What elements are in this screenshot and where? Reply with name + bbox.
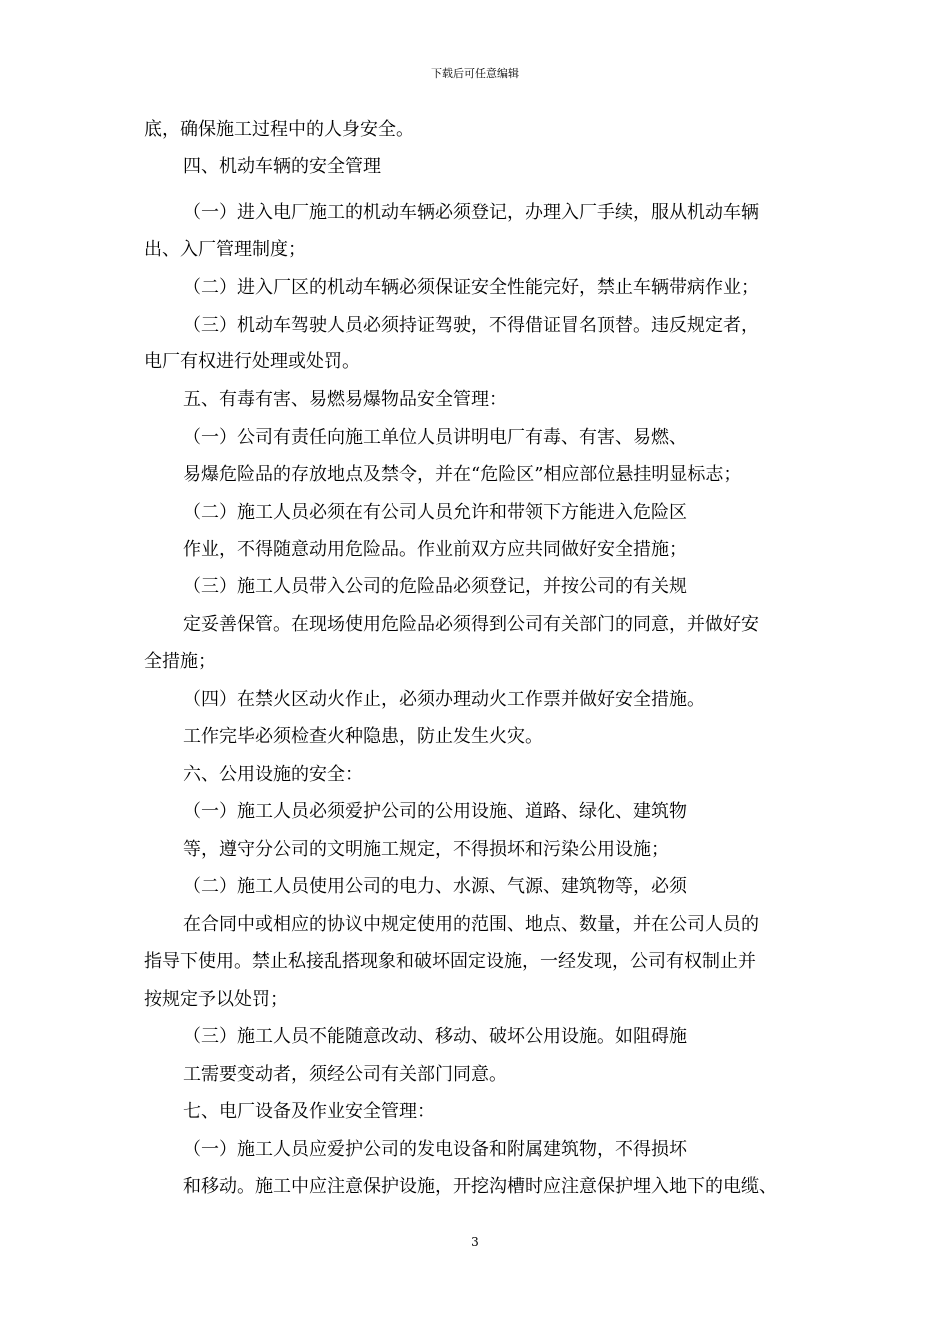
section-heading: 七、电厂设备及作业安全管理： [183, 1101, 435, 1122]
text-line: 全措施； [144, 651, 216, 672]
text-line: 按规定予以处罚； [144, 989, 288, 1010]
text-line: 电厂有权进行处理或处罚。 [144, 351, 360, 372]
text-line: 定妥善保管。在现场使用危险品必须得到公司有关部门的同意，并做好安 [183, 614, 759, 635]
text-line: （一）施工人员应爱护公司的发电设备和附属建筑物，不得损坏 [183, 1139, 687, 1160]
text-line: 工作完毕必须检查火种隐患，防止发生火灾。 [183, 726, 543, 747]
text-line: 和移动。施工中应注意保护设施，开挖沟槽时应注意保护埋入地下的电缆、 [183, 1176, 777, 1197]
text-line: （二）施工人员必须在有公司人员允许和带领下方能进入危险区 [183, 502, 687, 523]
page-header: 下载后可任意编辑 [431, 67, 519, 80]
text-line: （一）进入电厂施工的机动车辆必须登记，办理入厂手续，服从机动车辆 [183, 202, 759, 223]
text-line: （二）施工人员使用公司的电力、水源、气源、建筑物等，必须 [183, 876, 687, 897]
text-line: （一）公司有责任向施工单位人员讲明电厂有毒、有害、易燃、 [183, 427, 687, 448]
page-number: 3 [471, 1235, 479, 1249]
text-line: 出、入厂管理制度； [144, 239, 306, 260]
text-line: 易爆危险品的存放地点及禁令，并在“危险区”相应部位悬挂明显标志； [183, 464, 742, 485]
section-heading: 四、机动车辆的安全管理 [183, 156, 381, 177]
text-line: （四）在禁火区动火作止，必须办理动火工作票并做好安全措施。 [183, 689, 705, 710]
section-heading: 六、公用设施的安全： [183, 764, 363, 785]
text-line: （三）机动车驾驶人员必须持证驾驶，不得借证冒名顶替。违反规定者， [183, 315, 759, 336]
text-line: 指导下使用。禁止私接乱搭现象和破坏固定设施，一经发现，公司有权制止并 [144, 951, 756, 972]
text-line: （三）施工人员带入公司的危险品必须登记，并按公司的有关规 [183, 576, 687, 597]
text-line: （一）施工人员必须爱护公司的公用设施、道路、绿化、建筑物 [183, 801, 687, 822]
text-line: 工需要变动者，须经公司有关部门同意。 [183, 1064, 507, 1085]
text-line: 作业，不得随意动用危险品。作业前双方应共同做好安全措施； [183, 539, 687, 560]
section-heading: 五、有毒有害、易燃易爆物品安全管理： [183, 389, 507, 410]
text-line: （二）进入厂区的机动车辆必须保证安全性能完好，禁止车辆带病作业； [183, 277, 759, 298]
text-line: 底，确保施工过程中的人身安全。 [144, 119, 414, 140]
text-line: 等，遵守分公司的文明施工规定，不得损坏和污染公用设施； [183, 839, 669, 860]
text-line: 在合同中或相应的协议中规定使用的范围、地点、数量，并在公司人员的 [183, 914, 759, 935]
text-line: （三）施工人员不能随意改动、移动、破坏公用设施。如阻碍施 [183, 1026, 687, 1047]
